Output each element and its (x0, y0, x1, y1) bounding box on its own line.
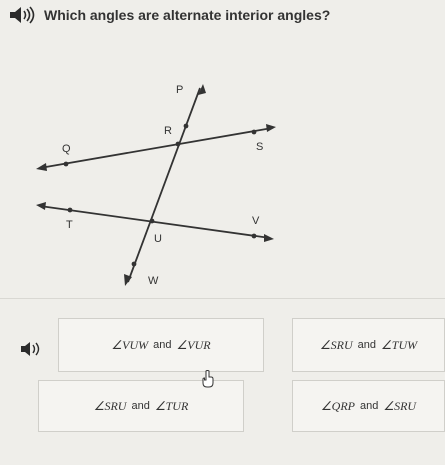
speaker-icon[interactable] (20, 341, 46, 357)
arrowhead-icon (36, 163, 47, 171)
label-s: S (256, 141, 264, 153)
label-t: T (66, 219, 73, 231)
label-u: U (154, 233, 162, 245)
section-divider (0, 298, 445, 299)
speaker-icon[interactable] (8, 6, 38, 24)
arrowhead-icon (266, 124, 276, 132)
point-v (252, 234, 257, 239)
label-p: P (176, 84, 184, 96)
label-v: V (252, 215, 260, 227)
arrowhead-icon (264, 234, 274, 242)
option-3-left: ∠SRU (93, 398, 127, 413)
line-qs (40, 128, 272, 168)
answer-option-1[interactable] (58, 318, 264, 372)
option-3-right: ∠TUR (154, 398, 189, 413)
option-1-and: and (153, 339, 172, 351)
point-w (132, 262, 137, 267)
point-r (176, 142, 181, 147)
question-text: Which angles are alternate interior angles? (44, 7, 331, 23)
option-4-and: and (359, 400, 379, 412)
hand-pointer-icon (200, 370, 216, 388)
transversal-line (128, 88, 200, 282)
geometry-figure (0, 60, 300, 300)
answer-option-2[interactable] (292, 318, 445, 372)
option-4-right: ∠SRU (383, 398, 417, 413)
option-3-and: and (131, 400, 150, 412)
point-q (64, 162, 69, 167)
option-2-left: ∠SRU (319, 337, 353, 352)
option-1-left: ∠VUW (111, 337, 149, 352)
option-1-right: ∠VUR (176, 337, 211, 352)
label-q: Q (62, 143, 71, 155)
point-p (184, 124, 189, 129)
answer-option-4[interactable] (292, 380, 445, 432)
label-r: R (164, 125, 172, 137)
point-u (150, 219, 155, 224)
option-2-right: ∠TUW (381, 337, 418, 352)
question-header (8, 4, 438, 26)
option-2-and: and (357, 339, 377, 351)
label-w: W (148, 275, 159, 287)
arrowhead-icon (36, 202, 46, 210)
point-t (68, 208, 73, 213)
point-s (252, 130, 257, 135)
option-4-left: ∠QRP (320, 398, 355, 413)
